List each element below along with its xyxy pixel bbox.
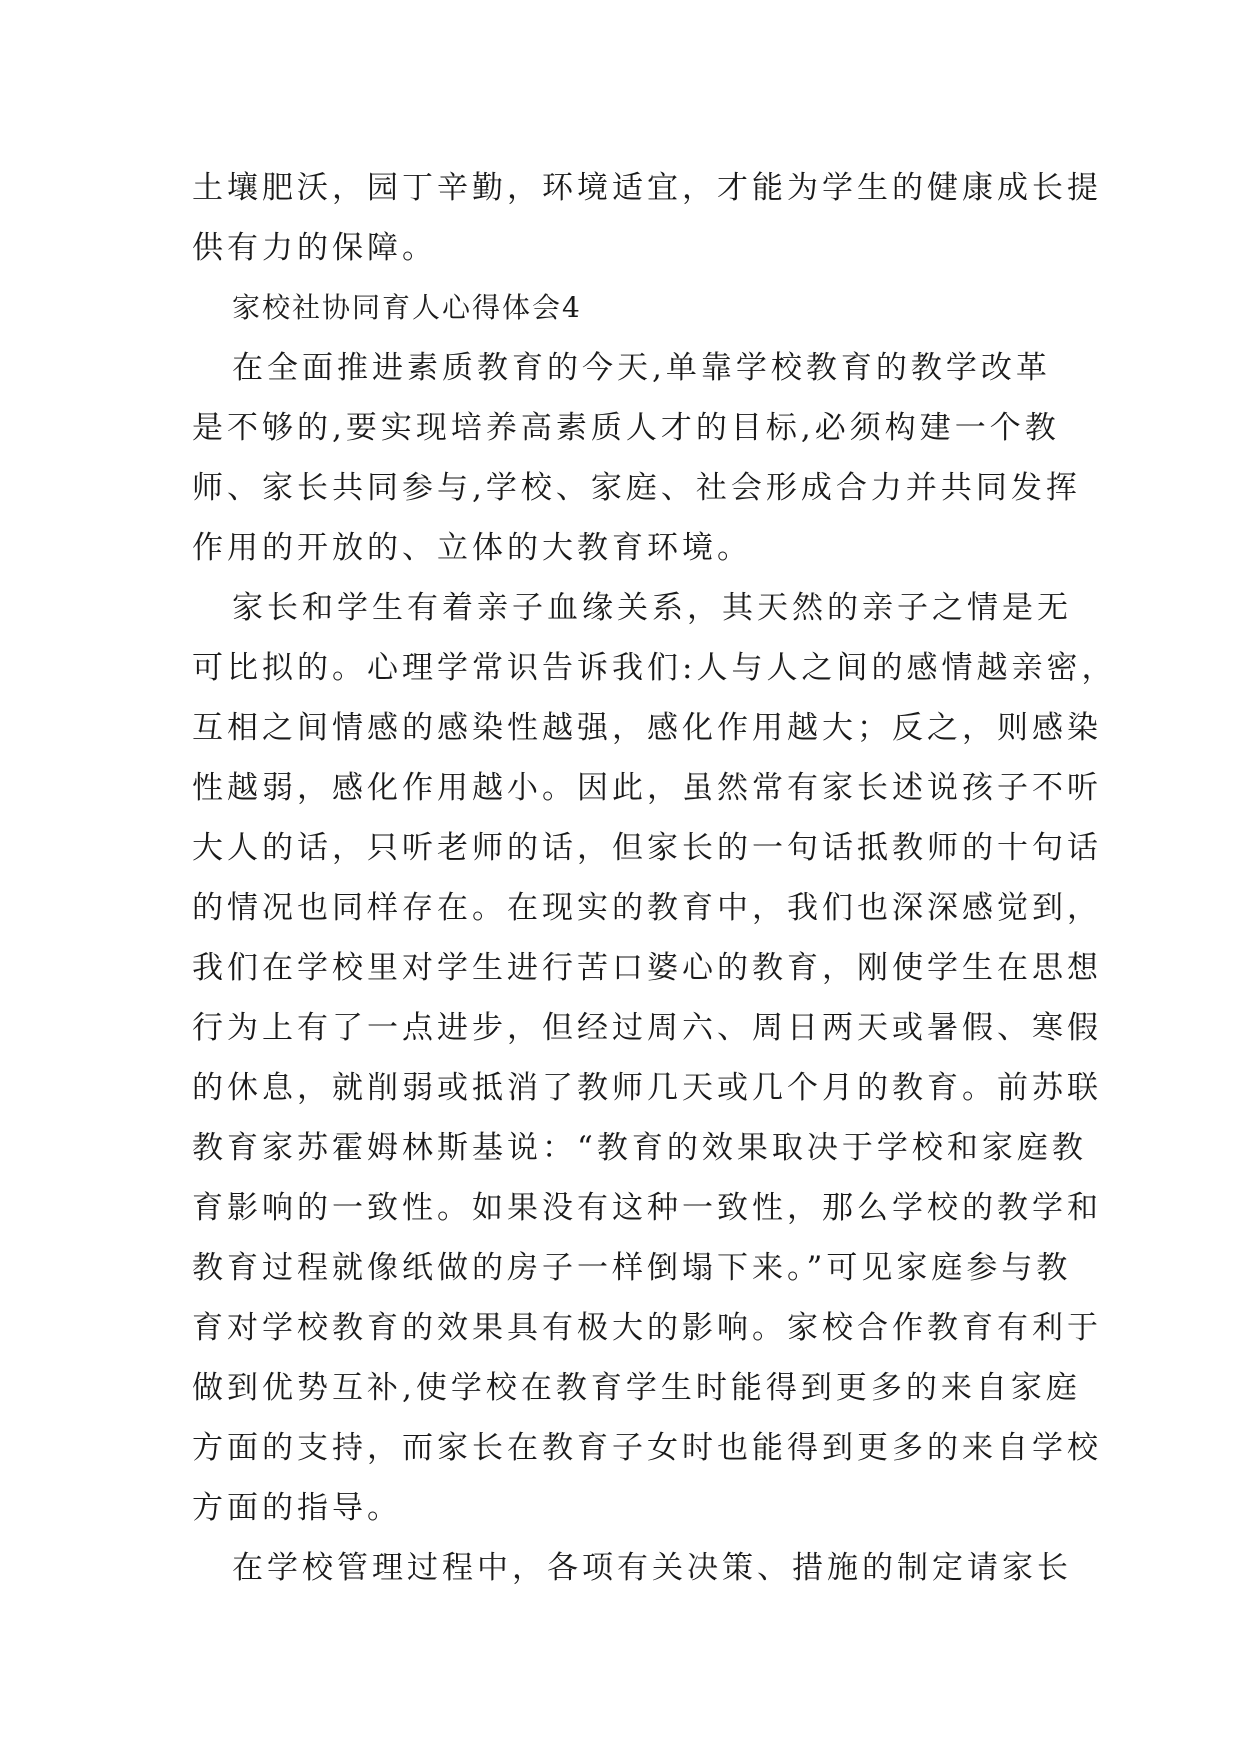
- text-line: 方面的支持，而家长在教育子女时也能得到更多的来自学校: [192, 1430, 1102, 1466]
- text-line: 方面的指导。: [192, 1490, 402, 1526]
- text-line: 在全面推进素质教育的今天,单靠学校教育的教学改革: [232, 350, 1051, 386]
- text-line: 家长和学生有着亲子血缘关系，其天然的亲子之情是无: [232, 590, 1072, 626]
- text-line: 互相之间情感的感染性越强，感化作用越大；反之，则感染: [192, 710, 1102, 746]
- text-line: 行为上有了一点进步，但经过周六、周日两天或暑假、寒假: [192, 1010, 1102, 1046]
- text-line: 我们在学校里对学生进行苦口婆心的教育，刚使学生在思想: [192, 950, 1102, 986]
- text-line: 土壤肥沃，园丁辛勤，环境适宜，才能为学生的健康成长提: [192, 170, 1102, 206]
- section-heading: 家校社协同育人心得体会4: [232, 291, 582, 324]
- text-line: 可比拟的。心理学常识告诉我们:人与人之间的感情越亲密，: [192, 650, 1117, 686]
- text-line: 育影响的一致性。如果没有这种一致性，那么学校的教学和: [192, 1190, 1102, 1226]
- text-line: 做到优势互补,使学校在教育学生时能得到更多的来自家庭: [192, 1370, 1081, 1406]
- text-line: 大人的话，只听老师的话，但家长的一句话抵教师的十句话: [192, 830, 1102, 866]
- text-line: 育对学校教育的效果具有极大的影响。家校合作教育有利于: [192, 1310, 1102, 1346]
- text-line: 教育家苏霍姆林斯基说：“教育的效果取决于学校和家庭教: [192, 1130, 1087, 1166]
- text-line: 作用的开放的、立体的大教育环境。: [192, 530, 752, 566]
- document-body: [192, 158, 1117, 1598]
- text-line: 教育过程就像纸做的房子一样倒塌下来。”可见家庭参与教: [192, 1250, 1072, 1286]
- text-line: 是不够的,要实现培养高素质人才的目标,必须构建一个教: [192, 410, 1060, 446]
- text-line: 供有力的保障。: [192, 230, 437, 266]
- text-line: 性越弱，感化作用越小。因此，虽然常有家长述说孩子不听: [192, 770, 1102, 806]
- text-line: 的休息，就削弱或抵消了教师几天或几个月的教育。前苏联: [192, 1070, 1102, 1106]
- text-line: 师、家长共同参与,学校、家庭、社会形成合力并共同发挥: [192, 470, 1081, 506]
- text-line: 在学校管理过程中，各项有关决策、措施的制定请家长: [232, 1550, 1072, 1586]
- text-line: 的情况也同样存在。在现实的教育中，我们也深深感觉到，: [192, 890, 1102, 926]
